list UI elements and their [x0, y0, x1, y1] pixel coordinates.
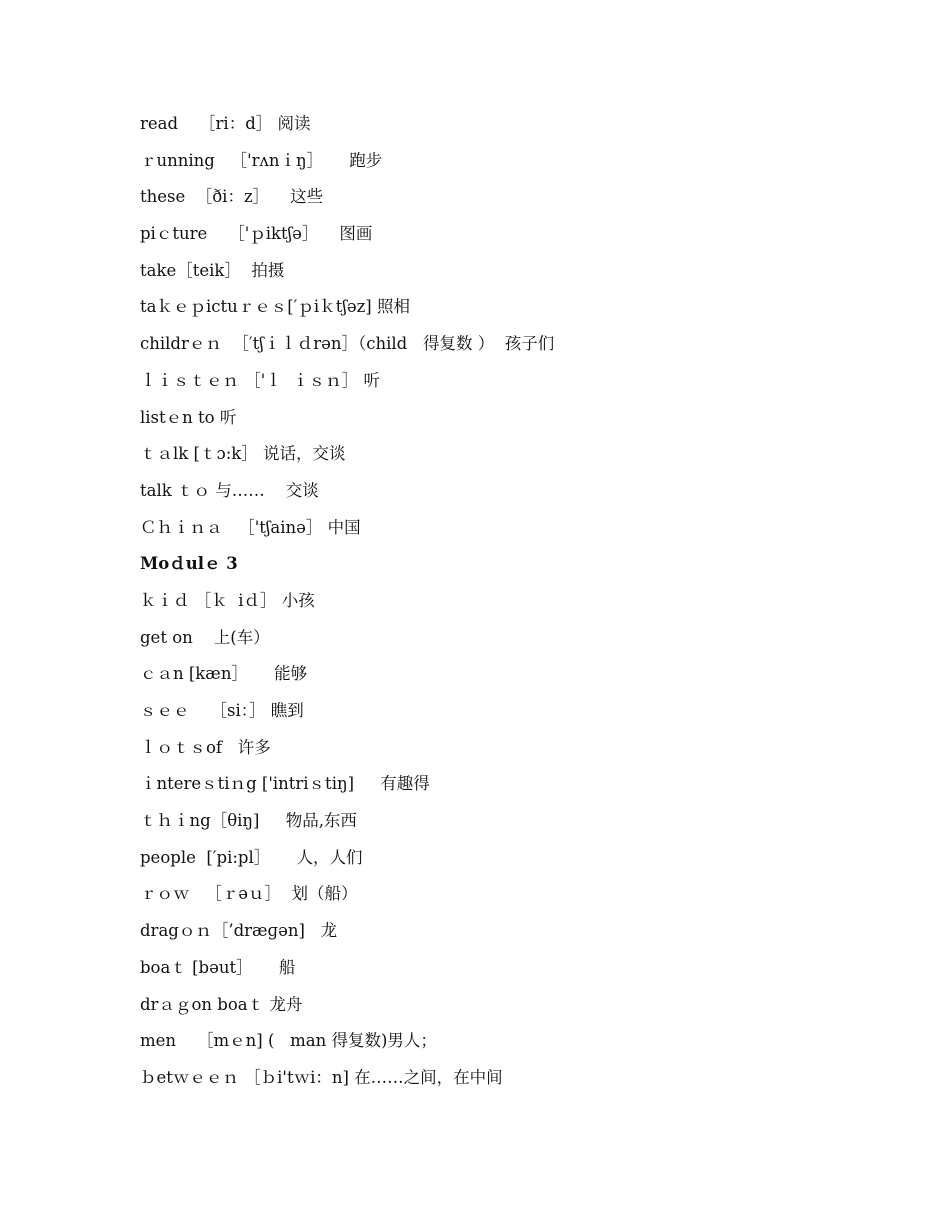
vocabulary-list [140, 108, 860, 1099]
vocab-line-children: childrｅｎ ［′tʃｉｌｄrən］（child 得复数 ） 孩子们 [140, 334, 555, 354]
vocab-line-take-pictures: taｋｅｐictuｒｅｓ[′ｐiｋtʃəz] 照相 [140, 297, 410, 317]
vocab-line-can: ｃａn [kæn］ 能够 [140, 664, 308, 684]
vocab-line-boat: boaｔ [bəut］ 船 [140, 957, 296, 977]
vocab-line-row: ｒｏｗ ［ｒəｕ］ 划（船） [140, 884, 358, 904]
vocab-line-these: these ［ði：z］ 这些 [140, 187, 324, 207]
vocab-line-dragon-boat: drａｇon boaｔ 龙舟 [140, 994, 303, 1014]
vocab-line-thing: ｔｈｉng［θiŋ] 物品,东西 [140, 811, 357, 831]
vocab-line-between: ｂetｗｅｅｎ ［ｂi'tｗi：n] 在……之间，在中间 [140, 1067, 503, 1087]
vocab-line-picture: piｃture ［'ｐiktʃə］ 图画 [140, 224, 373, 244]
vocab-line-men: men ［mｅn] ( man 得复数)男人； [140, 1031, 437, 1051]
vocab-line-talk-to: talk ｔｏ 与…… 交谈 [140, 480, 319, 500]
vocab-line-read: read ［ri：d］ 阅读 [140, 114, 311, 133]
vocab-line-take: take［teik］ 拍摄 [140, 260, 285, 280]
vocab-line-china: Ｃｈｉｎａ ［'tʃainə］ 中国 [140, 517, 361, 537]
vocab-line-listen: ｌｉｓｔｅｎ ［'ｌ ｉｓｎ］ 听 [140, 370, 381, 390]
vocab-line-kid: ｋｉｄ ［ｋ iｄ］ 小孩 [140, 590, 315, 610]
vocab-line-get-on: get on 上(车） [140, 627, 270, 647]
vocab-line-talk: ｔａlk [ｔɔ:k］ 说话，交谈 [140, 444, 346, 464]
vocab-line-running: ｒunning ［'rʌnｉŋ］ 跑步 [140, 150, 383, 170]
vocab-line-listen-to: listｅn to 听 [140, 407, 237, 427]
module-heading: Moｄulｅ 3 [140, 554, 238, 574]
vocab-line-lots-of: ｌｏｔｓof 许多 [140, 737, 271, 757]
vocab-line-see: ｓｅｅ ［si：］ 瞧到 [140, 701, 304, 720]
vocab-line-dragon: dragｏｎ［’dræɡən] 龙 [140, 921, 338, 941]
vocab-line-people: people [′pi:pl］ 人，人们 [140, 847, 363, 867]
vocab-line-interesting: ｉntereｓtiｎg ['intriｓtiŋ] 有趣得 [140, 774, 430, 794]
